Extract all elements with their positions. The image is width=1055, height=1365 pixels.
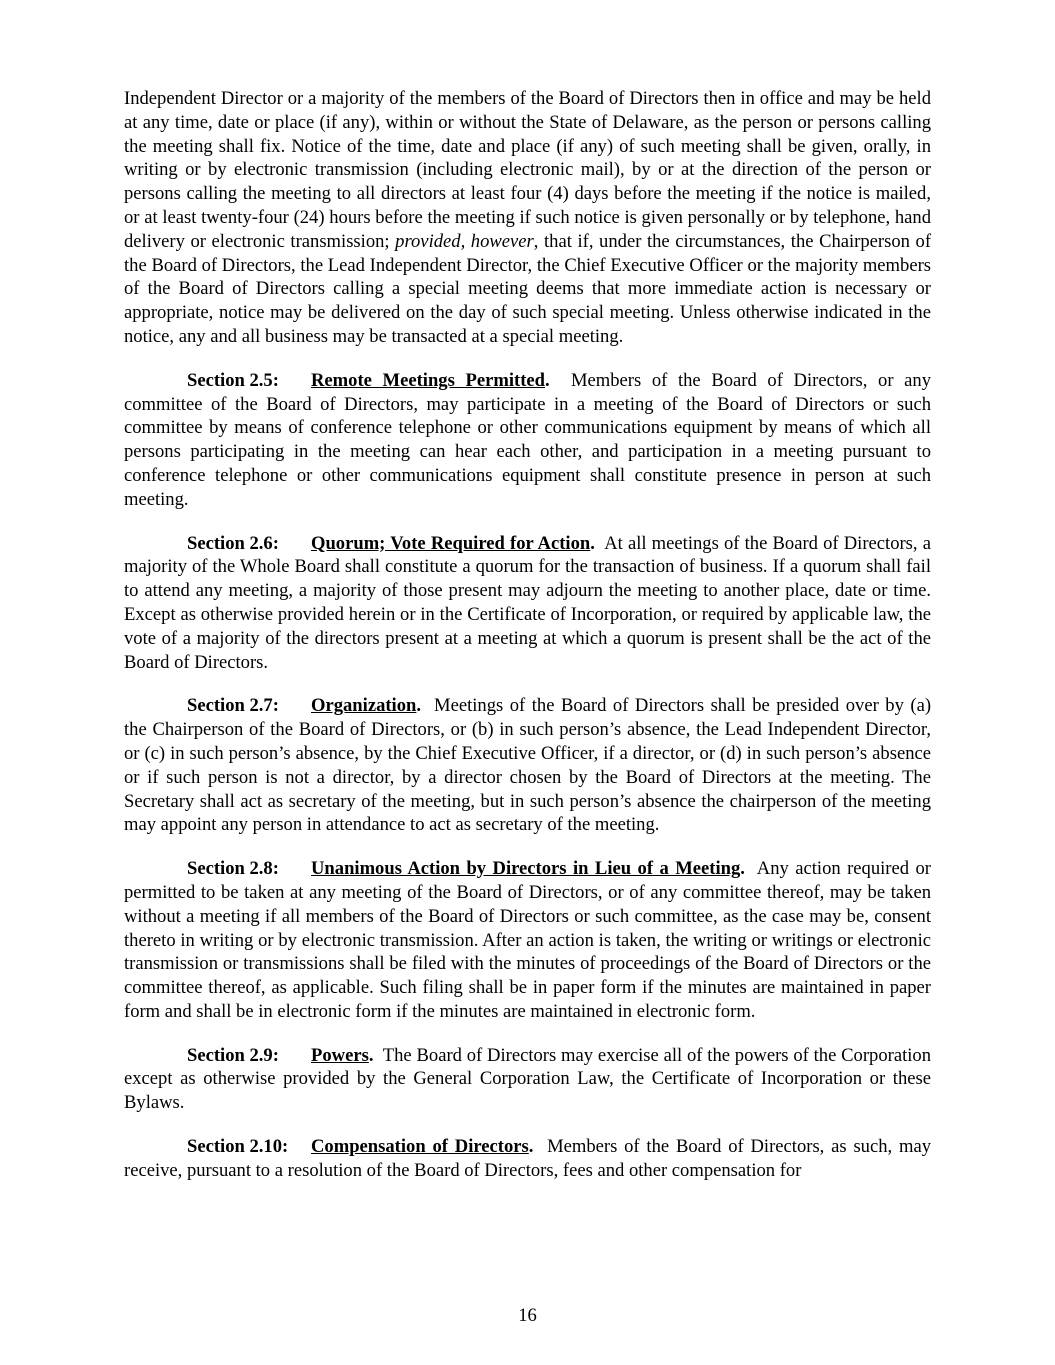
section-2-8-paragraph: Section 2.8: Unanimous Action by Directors in Lieu of a Meeting. Any action required or permitted to be taken at any meeting of the Board of Directors, or of any committee thereof, may be taken without a meeting if all members of the Board of Directors or such committee, as the case may be, consent thereto in writing or by electronic transmission. After an action is taken, the writing or writings or electronic transmission or transmissions shall be filed with the minutes of proceedings of the Board of Directors or the committee thereof, as applicable. Such filing shall be in paper form if the minutes are maintained in paper form and shall be in electronic form if the minutes are maintained in electronic form. [124,858,931,1022]
section-title: Organization [311,695,417,717]
document-page [124,87,931,1203]
intro-text-start: Independent Director or a majority of the members of the Board of Directors then in office and may be held at any time, date or place (if any), within or without the State of Delaware, as the person or persons calling the meeting shall fix. Notice of the time, date and place (if any) of such meeting shall be given, orally, in writing or by electronic transmission (including electronic mail), by or at the direction of the person or persons calling the meeting to all directors at least four (4) days before the meeting if the notice is mailed, or at least twenty-four (24) hours before the meeting if such notice is given personally or by telephone, hand delivery or electronic transmission; [124,88,931,252]
section-title: Powers [311,1044,369,1066]
section-number: Section 2.8: [187,858,279,880]
section-title: Remote Meetings Permitted [311,369,545,391]
section-number: Section 2.10: [187,1136,289,1158]
section-number: Section 2.5: [187,369,279,391]
intro-italic-proviso: provided, however [395,230,534,252]
section-title: Quorum; Vote Required for Action [311,532,591,554]
section-2-10-paragraph: Section 2.10: Compensation of Directors. Members of the Board of Directors, as such, may receive, pursuant to a resolution of the Board of Directors, fees and other compensation for [124,1136,931,1181]
section-number: Section 2.9: [187,1044,279,1066]
section-number: Section 2.6: [187,532,279,554]
section-body: Members of the Board of Directors, as such, may receive, pursuant to a resolution of the Board of Directors, fees and other compensation for [124,1136,931,1181]
section-body: Meetings of the Board of Directors shall be presided over by (a) the Chairperson of the Board of Directors, or (b) in such person’s absence, the Lead Independent Director, or (c) in such person’s absence, by the Chief Executive Officer, if a director, or (d) in such person’s absence or if such person is not a director, by a director chosen by the Board of Directors at the meeting. The Secretary shall act as secretary of the meeting, but in such person’s absence the chairperson of the meeting may appoint any person in attendance to act as secretary of the meeting. [124,695,932,836]
section-body: Any action required or permitted to be taken at any meeting of the Board of Directors, or of any committee thereof, may be taken without a meeting if all members of the Board of Directors or such committee, as the case may be, consent thereto in writing or by electronic transmission. After an action is taken, the writing or writings or electronic transmission or transmissions shall be filed with the minutes of proceedings of the Board of Directors or the committee thereof, as applicable. Such filing shall be in paper form if the minutes are maintained in paper form and shall be in electronic form if the minutes are maintained in electronic form. [124,858,931,1022]
section-2-7-paragraph: Section 2.7: Organization. Meetings of the Board of Directors shall be presided over by (a) the Chairperson of the Board of Directors, or (b) in such person’s absence, the Lead Independent Director, or (c) in such person’s absence, by the Chief Executive Officer, if a director, or (d) in such person’s absence or if such person is not a director, by a director chosen by the Board of Directors at the meeting. The Secretary shall act as secretary of the meeting, but in such person’s absence the chairperson of the meeting may appoint any person in attendance to act as secretary of the meeting. [124,695,932,836]
page-number: 16 [518,1305,537,1326]
section-body: Members of the Board of Directors, or any committee of the Board of Directors, may participate in a meeting of the Board of Directors or such committee by means of conference telephone or other communications equipment by means of which all persons participating in the meeting can hear each other, and participation in a meeting pursuant to conference telephone or other communications equipment shall constitute presence in person at such meeting. [124,369,931,510]
section-body: At all meetings of the Board of Directors, a majority of the Whole Board shall constitute a quorum for the transaction of business. If a quorum shall fail to attend any meeting, a majority of those present may adjourn the meeting to another place, date or time. Except as otherwise provided herein or in the Certificate of Incorporation, or required by applicable law, the vote of a majority of the directors present at a meeting at which a quorum is present shall be the act of the Board of Directors. [124,532,931,673]
section-2-5-paragraph: Section 2.5: Remote Meetings Permitted. Members of the Board of Directors, or any committee of the Board of Directors, may participate in a meeting of the Board of Directors or such committee by means of conference telephone or other communications equipment by means of which all persons participating in the meeting can hear each other, and participation in a meeting pursuant to conference telephone or other communications equipment shall constitute presence in person at such meeting. [124,369,931,510]
section-title: Compensation of Directors [311,1136,529,1158]
section-2-6-paragraph: Section 2.6: Quorum; Vote Required for Action. At all meetings of the Board of Directors, a majority of the Whole Board shall constitute a quorum for the transaction of business. If a quorum shall fail to attend any meeting, a majority of those present may adjourn the meeting to another place, date or time. Except as otherwise provided herein or in the Certificate of Incorporation, or required by applicable law, the vote of a majority of the directors present at a meeting at which a quorum is present shall be the act of the Board of Directors. [124,532,931,673]
section-number: Section 2.7: [187,695,279,717]
intro-text-end: , that if, under the circumstances, the Chairperson of the Board of Directors, the Lead Independent Director, the Chief Executive Officer or the majority members of the Board of Directors calling a special meeting deems that more immediate action is necessary or appropriate, notice may be delivered on the day of such special meeting. Unless otherwise indicated in the notice, any and all business may be transacted at a special meeting. [124,230,932,347]
section-2-9-paragraph: Section 2.9: Powers. The Board of Directors may exercise all of the powers of the Corporation except as otherwise provided by the General Corporation Law, the Certificate of Incorporation or these Bylaws. [124,1044,932,1114]
intro-paragraph [124,87,931,349]
section-title: Unanimous Action by Directors in Lieu of a Meeting [311,858,741,880]
section-body: The Board of Directors may exercise all of the powers of the Corporation except as otherwise provided by the General Corporation Law, the Certificate of Incorporation or these Bylaws. [124,1044,932,1114]
